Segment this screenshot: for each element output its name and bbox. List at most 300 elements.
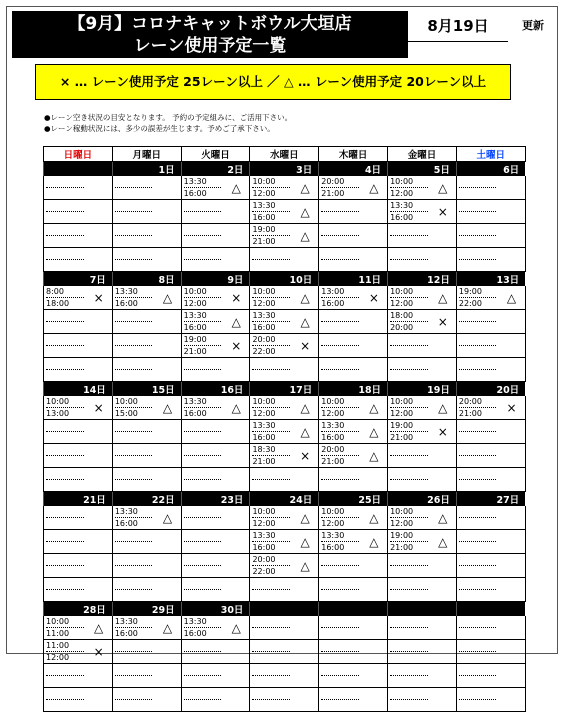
day-number: 1日 [112, 162, 181, 177]
time-cell [388, 688, 430, 712]
page-title [12, 11, 408, 58]
start-time: 13:30 [184, 616, 222, 628]
slot-row [44, 224, 526, 248]
start-time: 13:00 [321, 286, 359, 298]
start-time: 13:30 [115, 616, 153, 628]
time-cell [319, 506, 361, 530]
slot-row [44, 640, 526, 664]
end-time [459, 700, 497, 711]
time-range [459, 310, 497, 333]
time-range [459, 420, 497, 443]
usage-mark [223, 468, 250, 492]
time-cell [181, 554, 223, 578]
note-2: ●レーン稼動状況には、多少の誤差が生じます。予めご了承下さい。 [44, 124, 275, 133]
end-time: 21:00 [183, 347, 207, 356]
usage-mark [430, 688, 457, 712]
time-cell [250, 310, 292, 334]
end-time [252, 590, 290, 601]
time-range [321, 688, 359, 711]
usage-mark: × [361, 286, 388, 310]
time-cell [319, 396, 361, 420]
day-number: 2日 [181, 162, 250, 177]
end-time [321, 566, 359, 577]
time-range [46, 688, 84, 711]
slot-row [44, 358, 526, 382]
end-time: 16:00 [252, 433, 276, 442]
start-time [390, 616, 428, 628]
time-range [321, 640, 359, 663]
start-time [252, 640, 290, 652]
time-cell [250, 578, 292, 602]
start-time [46, 554, 84, 566]
time-range [252, 554, 290, 577]
start-time: 13:30 [115, 286, 153, 298]
time-cell [44, 176, 86, 200]
usage-mark: × [292, 444, 319, 468]
end-time [46, 260, 84, 271]
time-range [115, 248, 153, 271]
end-time [390, 480, 428, 491]
start-time [459, 444, 497, 456]
time-range [459, 554, 497, 577]
time-range [184, 444, 222, 467]
time-cell [388, 396, 430, 420]
usage-mark [430, 578, 457, 602]
start-time: 11:00 [46, 640, 84, 652]
time-cell [44, 530, 86, 554]
end-time [459, 212, 497, 223]
time-cell [112, 468, 154, 492]
usage-mark [430, 334, 457, 358]
time-range [115, 444, 153, 467]
time-range [184, 224, 222, 247]
start-time [459, 578, 497, 590]
usage-mark [223, 578, 250, 602]
end-time: 12:00 [390, 409, 414, 418]
end-time [321, 628, 359, 639]
end-time: 16:00 [252, 543, 276, 552]
day-number [250, 602, 319, 617]
start-time [115, 334, 153, 346]
time-cell [181, 444, 223, 468]
time-cell [181, 396, 223, 420]
usage-mark [154, 334, 181, 358]
end-time: 12:00 [390, 299, 414, 308]
usage-mark [86, 578, 113, 602]
time-cell [250, 286, 292, 310]
time-range [390, 664, 428, 687]
time-cell [319, 444, 361, 468]
day-number: 6日 [456, 162, 525, 177]
end-time [459, 346, 497, 357]
start-time [46, 506, 84, 518]
time-range [390, 358, 428, 381]
end-time: 16:00 [183, 323, 207, 332]
start-time: 10:00 [46, 396, 84, 408]
end-time [390, 590, 428, 601]
time-cell [44, 468, 86, 492]
usage-mark [154, 176, 181, 200]
time-range [252, 530, 290, 553]
time-range [321, 616, 359, 639]
time-cell [250, 664, 292, 688]
time-range [115, 554, 153, 577]
start-time [184, 224, 222, 236]
usage-mark [154, 248, 181, 272]
end-time [46, 480, 84, 491]
time-range [252, 468, 290, 491]
usage-mark [223, 200, 250, 224]
end-time: 21:00 [458, 409, 482, 418]
slot-row [44, 578, 526, 602]
time-range [115, 530, 153, 553]
day-number: 14日 [44, 382, 113, 397]
start-time: 10:00 [115, 396, 153, 408]
time-range [390, 396, 428, 419]
time-range [321, 286, 359, 309]
usage-mark [223, 664, 250, 688]
time-range [252, 444, 290, 467]
time-cell [456, 506, 498, 530]
end-time [184, 456, 222, 467]
start-time: 13:30 [321, 530, 359, 542]
slot-row [44, 396, 526, 420]
usage-mark [86, 420, 113, 444]
time-cell [250, 554, 292, 578]
end-time [252, 676, 290, 687]
end-time [115, 590, 153, 601]
time-cell [456, 468, 498, 492]
time-cell [181, 224, 223, 248]
time-range [46, 224, 84, 247]
start-time [321, 224, 359, 236]
usage-mark [292, 248, 319, 272]
time-range [184, 554, 222, 577]
day-number: 9日 [181, 272, 250, 287]
usage-mark: △ [430, 530, 457, 554]
start-time [459, 554, 497, 566]
time-range [390, 200, 428, 223]
time-range [115, 358, 153, 381]
start-time: 10:00 [390, 506, 428, 518]
start-time: 20:00 [321, 444, 359, 456]
usage-mark [154, 688, 181, 712]
usage-mark: × [223, 334, 250, 358]
time-range [459, 248, 497, 271]
time-range [459, 640, 497, 663]
end-time [184, 370, 222, 381]
time-range [184, 334, 222, 357]
usage-mark [154, 420, 181, 444]
time-cell [319, 688, 361, 712]
end-time [184, 590, 222, 601]
time-range [390, 530, 428, 553]
end-time: 22:00 [252, 567, 276, 576]
start-time [459, 688, 497, 700]
usage-mark [498, 688, 525, 712]
start-time: 10:00 [390, 286, 428, 298]
usage-mark: △ [292, 200, 319, 224]
time-range [184, 176, 222, 199]
usage-mark: △ [292, 506, 319, 530]
start-time [184, 444, 222, 456]
time-cell [181, 578, 223, 602]
time-cell [250, 396, 292, 420]
time-cell [181, 248, 223, 272]
usage-mark [361, 248, 388, 272]
start-time: 19:00 [390, 420, 428, 432]
end-time [184, 652, 222, 663]
start-time: 10:00 [390, 176, 428, 188]
time-cell [388, 554, 430, 578]
start-time [46, 176, 84, 188]
start-time [115, 444, 153, 456]
usage-mark [361, 310, 388, 334]
end-time [252, 370, 290, 381]
time-cell [388, 286, 430, 310]
time-cell [44, 578, 86, 602]
end-time [184, 676, 222, 687]
usage-mark [223, 554, 250, 578]
end-time: 12:00 [183, 299, 207, 308]
end-time [184, 566, 222, 577]
time-cell [112, 176, 154, 200]
day-number [388, 602, 457, 617]
time-cell [250, 530, 292, 554]
start-time [46, 444, 84, 456]
usage-mark [292, 688, 319, 712]
time-cell [181, 664, 223, 688]
usage-mark [86, 688, 113, 712]
time-range [459, 444, 497, 467]
end-time [184, 518, 222, 529]
usage-mark [498, 616, 525, 640]
time-range [252, 176, 290, 199]
day-number: 20日 [456, 382, 525, 397]
usage-mark [223, 224, 250, 248]
week-header-row [44, 492, 526, 507]
time-range [321, 334, 359, 357]
end-time [184, 542, 222, 553]
end-time: 16:00 [183, 189, 207, 198]
time-cell [319, 578, 361, 602]
time-cell [388, 200, 430, 224]
time-range [390, 286, 428, 309]
usage-mark [154, 530, 181, 554]
time-range [115, 688, 153, 711]
day-number: 7日 [44, 272, 113, 287]
weekday-monday: 月曜日 [112, 147, 181, 162]
time-range [115, 176, 153, 199]
usage-mark [86, 310, 113, 334]
end-time [46, 322, 84, 333]
end-time [459, 542, 497, 553]
time-range [46, 396, 84, 419]
start-time: 19:00 [184, 334, 222, 346]
time-range [46, 420, 84, 443]
time-range [459, 224, 497, 247]
usage-mark: △ [292, 530, 319, 554]
usage-mark [154, 444, 181, 468]
end-time [459, 322, 497, 333]
end-time [252, 260, 290, 271]
time-range [459, 176, 497, 199]
start-time [252, 468, 290, 480]
time-range [46, 200, 84, 223]
time-cell [456, 224, 498, 248]
usage-mark: △ [292, 420, 319, 444]
time-cell [181, 420, 223, 444]
time-cell [388, 578, 430, 602]
usage-mark [498, 506, 525, 530]
slot-row [44, 688, 526, 712]
time-range [115, 334, 153, 357]
end-time [46, 518, 84, 529]
day-number: 28日 [44, 602, 113, 617]
time-cell [388, 640, 430, 664]
time-cell [181, 310, 223, 334]
time-range [184, 468, 222, 491]
time-cell [112, 506, 154, 530]
start-time [459, 640, 497, 652]
end-time: 21:00 [390, 543, 414, 552]
start-time: 20:00 [459, 396, 497, 408]
time-range [115, 664, 153, 687]
slot-row [44, 554, 526, 578]
time-cell [181, 688, 223, 712]
start-time [115, 358, 153, 370]
start-time [459, 200, 497, 212]
start-time [115, 176, 153, 188]
usage-mark [430, 664, 457, 688]
end-time [46, 566, 84, 577]
time-range [184, 506, 222, 529]
usage-mark: △ [223, 396, 250, 420]
end-time [252, 700, 290, 711]
usage-mark [498, 664, 525, 688]
end-time [459, 370, 497, 381]
time-range [184, 530, 222, 553]
time-range [459, 616, 497, 639]
time-range [184, 358, 222, 381]
time-cell [181, 616, 223, 640]
end-time [46, 432, 84, 443]
update-date: 8月19日 [408, 11, 508, 42]
start-time: 20:00 [252, 554, 290, 566]
time-cell [112, 530, 154, 554]
usage-mark: △ [86, 616, 113, 640]
time-cell [44, 506, 86, 530]
start-time [321, 664, 359, 676]
time-cell [250, 248, 292, 272]
usage-mark: × [498, 396, 525, 420]
time-cell [456, 420, 498, 444]
start-time: 10:00 [390, 396, 428, 408]
time-cell [181, 358, 223, 382]
time-cell [250, 334, 292, 358]
end-time [115, 700, 153, 711]
usage-mark: × [86, 286, 113, 310]
lane-schedule-calendar [43, 146, 526, 712]
start-time: 13:30 [252, 310, 290, 322]
end-time [321, 322, 359, 333]
start-time [115, 468, 153, 480]
time-range [459, 396, 497, 419]
usage-mark: △ [361, 176, 388, 200]
time-range [184, 200, 222, 223]
end-time: 16:00 [321, 543, 345, 552]
usage-mark [430, 616, 457, 640]
end-time [115, 542, 153, 553]
usage-mark [361, 616, 388, 640]
usage-mark [498, 248, 525, 272]
start-time [321, 578, 359, 590]
slot-row [44, 176, 526, 200]
start-time: 13:30 [252, 530, 290, 542]
end-time [459, 628, 497, 639]
time-cell [319, 224, 361, 248]
weekday-saturday: 土曜日 [456, 147, 525, 162]
time-range [252, 506, 290, 529]
time-cell [388, 444, 430, 468]
time-cell [319, 640, 361, 664]
time-cell [388, 224, 430, 248]
time-cell [112, 286, 154, 310]
end-time [321, 480, 359, 491]
time-cell [112, 664, 154, 688]
end-time [459, 480, 497, 491]
time-range [252, 664, 290, 687]
usage-mark [223, 506, 250, 530]
time-cell [456, 640, 498, 664]
time-range [390, 248, 428, 271]
usage-mark [86, 506, 113, 530]
usage-mark [292, 358, 319, 382]
time-cell [388, 506, 430, 530]
time-range [321, 506, 359, 529]
time-range [184, 420, 222, 443]
end-time [46, 346, 84, 357]
usage-mark [223, 640, 250, 664]
usage-mark: × [86, 396, 113, 420]
start-time [184, 554, 222, 566]
end-time [321, 652, 359, 663]
start-time [115, 640, 153, 652]
start-time [252, 248, 290, 260]
time-cell [456, 176, 498, 200]
end-time [184, 700, 222, 711]
start-time [390, 224, 428, 236]
start-time: 10:00 [184, 286, 222, 298]
start-time [459, 420, 497, 432]
usage-mark [223, 530, 250, 554]
update-label: 更新 [522, 19, 544, 32]
start-time: 13:30 [252, 200, 290, 212]
start-time [390, 664, 428, 676]
time-cell [44, 640, 86, 664]
time-cell [44, 334, 86, 358]
time-range [459, 530, 497, 553]
start-time [46, 248, 84, 260]
time-cell [456, 200, 498, 224]
usage-mark: △ [430, 396, 457, 420]
start-time [252, 616, 290, 628]
time-cell [250, 358, 292, 382]
time-cell [44, 554, 86, 578]
usage-mark [292, 640, 319, 664]
time-cell [388, 334, 430, 358]
day-number: 4日 [319, 162, 388, 177]
